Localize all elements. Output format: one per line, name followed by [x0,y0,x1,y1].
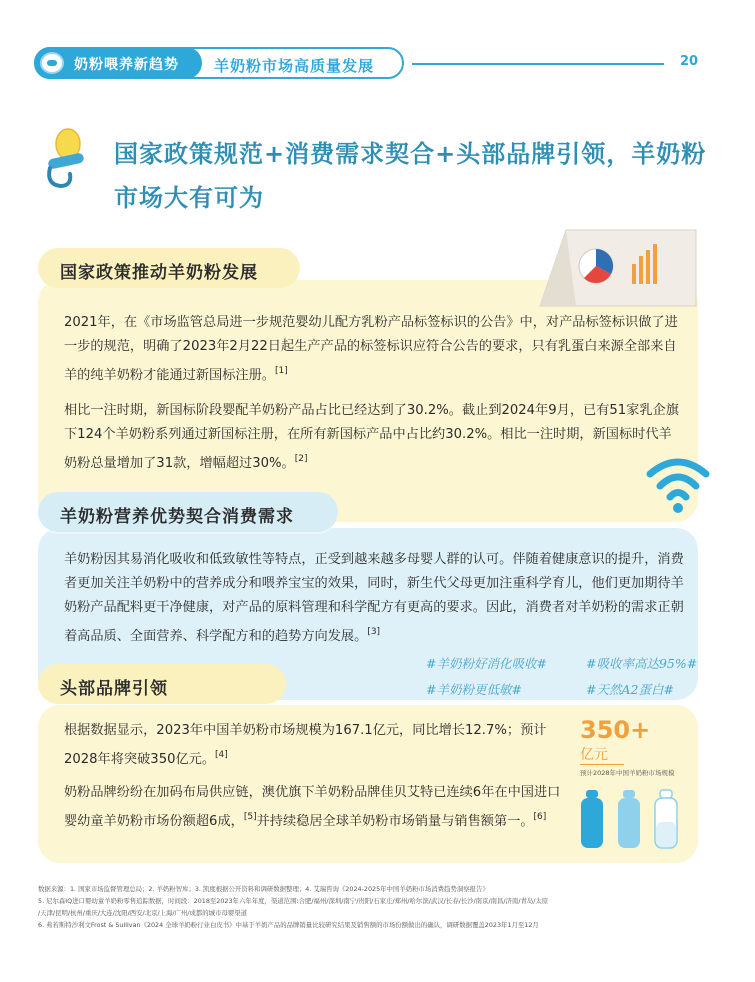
milk-bottles-icon [576,786,696,850]
footnote-line: /天津/昆明/杭州/重庆/大连/沈阳/西安/北京/上海/广州/成都的城市母婴渠道 [38,909,248,917]
market-size-label: 预计2028年中国羊奶粉市场规模 [580,769,675,777]
page-title: 国家政策规范+消费需求契合+头部品牌引领，羊奶粉市场大有可为 [114,140,707,212]
chart-card-icon [536,226,700,308]
citation-ref: [1] [275,366,288,376]
brand-paragraph-1: 根据数据显示，2023年中国羊奶粉市场规模为167.1亿元，同比增长12.7%；预计2028年将突破350亿元。[4] [64,723,547,767]
policy-paragraph-2: 相比一注时期，新国标阶段婴配羊奶粉产品占比已经达到了30.2%。截止到2024年9月，已有51家乳企旗下124个羊奶粉系列通过新国标注册，在所有新国标产品中占比约30.2%。相比一注时期，新国标时代羊奶粉总量增加了31款，增幅超过30%。[2] [64,403,679,471]
citation-ref: [5] [243,812,257,822]
market-size-value: 350+ [580,716,651,744]
pacifier-icon [40,128,90,190]
stat-divider [580,764,624,765]
citation-ref: [2] [294,454,308,464]
header-divider [412,63,664,65]
section-tag-pill [34,47,202,79]
chapter-title: 羊奶粉市场高质量发展 [214,57,375,75]
wifi-icon [642,450,714,516]
hashtag: #羊奶粉好消化吸收# [426,656,547,671]
header-bar [34,47,424,79]
policy-section-heading: 国家政策推动羊奶粉发展 [38,248,300,288]
footnotes [38,883,703,931]
citation-ref: [6] [533,812,547,822]
footnote-line: 6. 弗若斯特沙利文Frost & Sullivan《2024 全球羊奶粉行业白皮书》中基于羊奶产品的品牌销量比较研究结果及销售额的市场份额做出的确认，调研数据覆盖2023年1月至12月 [38,921,539,929]
nutrition-section-heading: 羊奶粉营养优势契合消费需求 [38,492,338,532]
brand-section-heading: 头部品牌引领 [38,664,286,704]
hashtag: #羊奶粉更低敏# [426,682,522,697]
badge-icon [40,52,64,74]
citation-ref: [3] [367,627,381,637]
page-number: 20 [680,54,699,69]
citation-ref: [4] [215,750,228,760]
section-tag: 奶粉喂养新趋势 [74,57,179,73]
market-size-unit: 亿元 [580,747,608,763]
policy-paragraph-1: 2021年，在《市场监管总局进一步规范婴幼儿配方乳粉产品标签标识的公告》中，对产品标签标识做了进一步的规范，明确了2023年2月22日起生产产品的标签标识应符合公告的要求，只有乳蛋白来源全部来自羊的纯羊奶粉才能通过新国标注册。[1] [64,315,678,383]
hashtag: #天然A2蛋白# [586,682,674,697]
footnote-line: 5. 尼尔森IQ进口婴幼童羊奶粉零售追踪数据，时间段：2018至2023年六年年度，渠道范围:合肥/福州/深圳/南宁/贵阳/石家庄/郑州/哈尔滨/武汉/长春/长沙/南京/南昌/济南/青岛/太原 [38,897,549,905]
hashtag: #吸收率高达95%# [586,656,698,671]
brand-paragraph-2: 奶粉品牌纷纷在加码布局供应链，澳优旗下羊奶粉品牌佳贝艾特已连续6年在中国进口婴幼童羊奶粉市场份额超6成，[5]并持续稳居全球羊奶粉市场销量与销售额第一。[6] [64,785,561,829]
nutrition-paragraph: 羊奶粉因其易消化吸收和低致敏性等特点，正受到越来越多母婴人群的认可。伴随着健康意识的提升，消费者更加关注羊奶粉中的营养成分和喂养宝宝的效果，同时，新生代父母更加注重科学育儿，他们更加期待羊奶粉产品配料更干净健康，对产品的原料管理和科学配方有更高的要求。因此，消费者对羊奶粉的需求正朝着高品质、全面营养、科学配方和的趋势方向发展。[3] [64,552,684,644]
footnote-line: 数据来源：1. 国家市场监督管理总局；2. 羊奶粉智库；3. 凯度根据公开资料和调研数据整理；4. 艾瑞咨询《2024-2025年中国羊奶粉市场消费趋势洞察报告》 [38,885,489,893]
